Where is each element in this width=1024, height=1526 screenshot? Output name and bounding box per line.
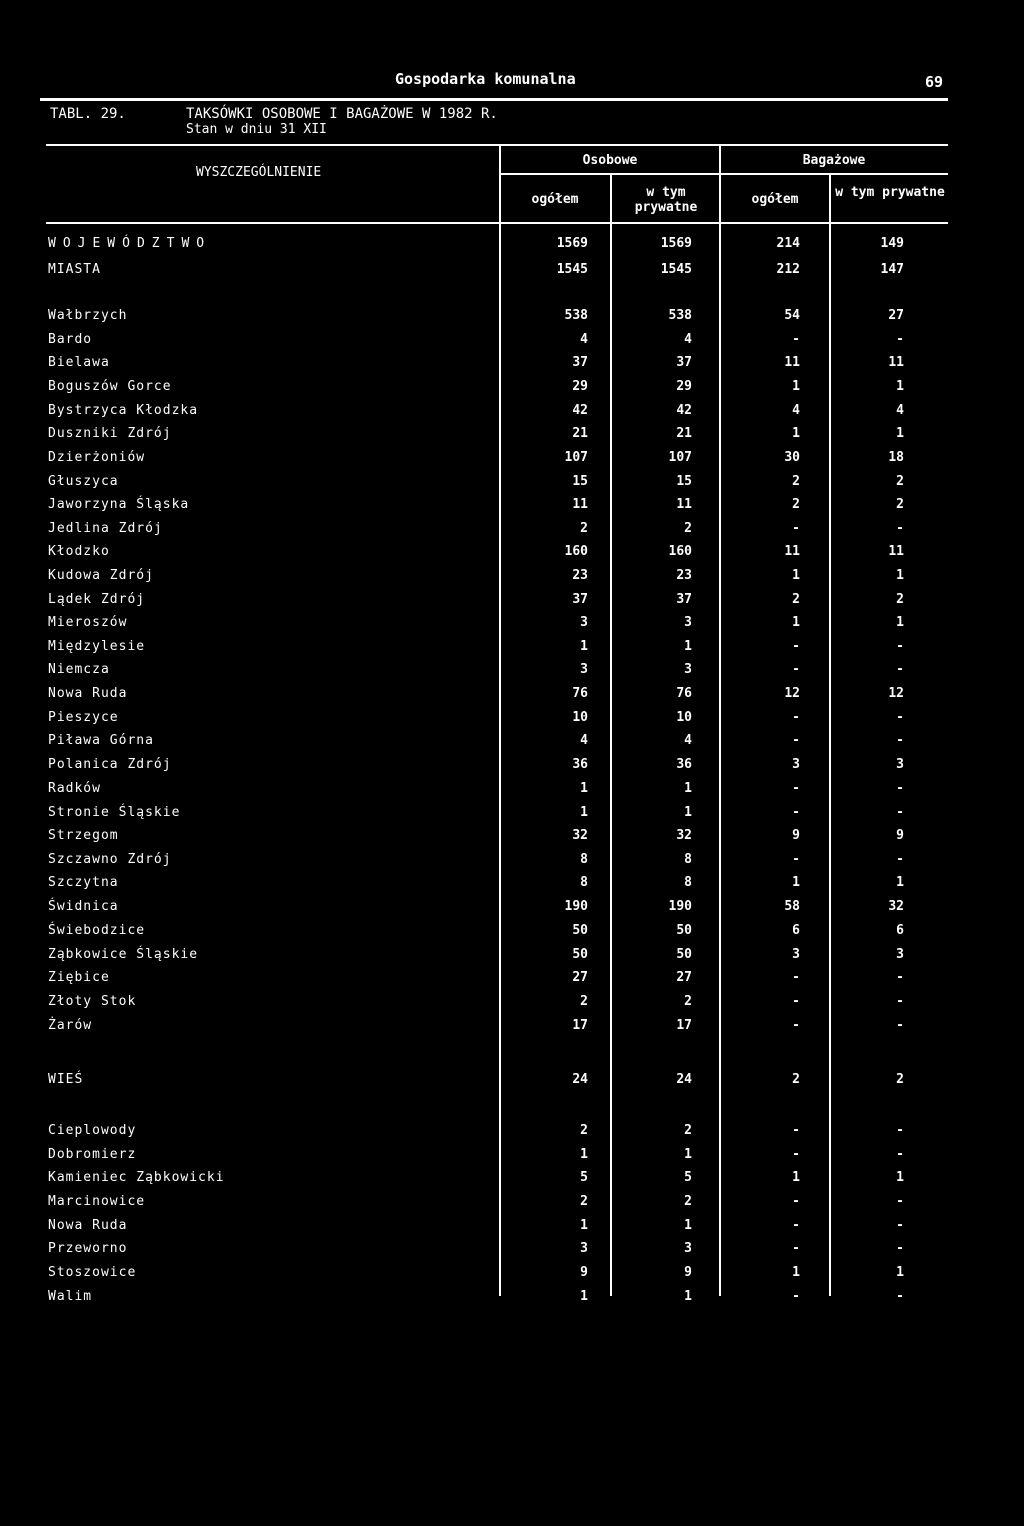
row-value: 11	[784, 544, 800, 559]
row-value: 2	[792, 474, 800, 489]
row-name: Polanica Zdrój	[48, 757, 172, 772]
table-label: TABL. 29.	[50, 106, 126, 122]
row-name: Boguszów Gorce	[48, 379, 172, 394]
row-name: Wałbrzych	[48, 308, 128, 323]
row-value: 160	[668, 544, 692, 559]
row-value: 1	[580, 805, 588, 820]
row-value: -	[896, 805, 904, 820]
row-name: Żarów	[48, 1018, 93, 1033]
row-value: 3	[792, 757, 800, 772]
row-name: Bystrzyca Kłodzka	[48, 403, 199, 418]
table-title: TAKSÓWKI OSOBOWE I BAGAŻOWE W 1982 R.	[186, 106, 498, 122]
row-name: Radków	[48, 781, 101, 796]
row-value: 29	[572, 379, 588, 394]
row-value: 538	[668, 308, 692, 323]
col-prywatne-bagazowe: w tym prywatne	[835, 185, 945, 200]
header-rule-bottom	[46, 222, 948, 224]
row-value: 17	[572, 1018, 588, 1033]
row-value: 1	[684, 1218, 692, 1233]
row-value: 147	[880, 262, 904, 277]
row-value: 1	[580, 1289, 588, 1304]
row-value: 3	[580, 1241, 588, 1256]
row-value: 190	[564, 899, 588, 914]
table-row	[0, 707, 1024, 731]
row-value: -	[896, 994, 904, 1009]
row-value: 76	[676, 686, 692, 701]
row-value: 6	[896, 923, 904, 938]
table-row	[0, 494, 1024, 518]
row-value: 29	[676, 379, 692, 394]
row-value: -	[792, 521, 800, 536]
row-value: 8	[580, 875, 588, 890]
page-header-title: Gospodarka komunalna	[395, 70, 576, 88]
row-name: Jedlina Zdrój	[48, 521, 163, 536]
row-name: Stronie Śląskie	[48, 805, 181, 820]
table-row	[0, 1015, 1024, 1039]
row-name: Kudowa Zdrój	[48, 568, 154, 583]
row-value: 2	[580, 994, 588, 1009]
row-value: 1	[792, 379, 800, 394]
row-name: Strzegom	[48, 828, 119, 843]
row-value: 30	[784, 450, 800, 465]
table-row	[0, 329, 1024, 353]
table-row	[0, 1120, 1024, 1144]
table-row	[0, 1238, 1024, 1262]
row-value: -	[792, 1194, 800, 1209]
table-row	[0, 612, 1024, 636]
row-value: -	[792, 639, 800, 654]
row-value: 5	[580, 1170, 588, 1185]
row-value: 1569	[556, 236, 588, 251]
row-value: 11	[888, 544, 904, 559]
page-number: 69	[925, 73, 944, 91]
row-value: 50	[572, 947, 588, 962]
row-name: Dzierżoniów	[48, 450, 146, 465]
row-value: 23	[572, 568, 588, 583]
row-value: -	[792, 1123, 800, 1138]
table-row	[0, 233, 1024, 257]
table-row	[0, 1215, 1024, 1239]
row-value: 21	[676, 426, 692, 441]
table-row	[0, 400, 1024, 424]
row-value: 15	[676, 474, 692, 489]
row-value: 2	[896, 592, 904, 607]
row-value: -	[896, 521, 904, 536]
table-row	[0, 541, 1024, 565]
group-bagazowe: Bagażowe	[802, 153, 866, 168]
col-prywatne-osobowe: w tym prywatne	[634, 185, 698, 215]
row-value: 18	[888, 450, 904, 465]
row-value: 1	[580, 639, 588, 654]
row-name: Niemcza	[48, 662, 110, 677]
table-row	[0, 872, 1024, 896]
row-value: 1	[896, 379, 904, 394]
row-value: 1	[792, 1170, 800, 1185]
row-name: Nowa Ruda	[48, 1218, 128, 1233]
row-value: -	[792, 1018, 800, 1033]
row-value: -	[792, 852, 800, 867]
row-value: -	[896, 1018, 904, 1033]
row-value: -	[792, 994, 800, 1009]
row-value: -	[792, 710, 800, 725]
row-value: 8	[580, 852, 588, 867]
row-value: -	[896, 1194, 904, 1209]
row-value: 42	[572, 403, 588, 418]
row-value: 2	[684, 1194, 692, 1209]
row-value: 8	[684, 875, 692, 890]
row-value: -	[792, 1147, 800, 1162]
row-value: 11	[888, 355, 904, 370]
table-row	[0, 589, 1024, 613]
row-value: -	[896, 1147, 904, 1162]
row-value: -	[896, 1218, 904, 1233]
row-value: 37	[676, 355, 692, 370]
table-subtitle: Stan w dniu 31 XII	[186, 122, 327, 137]
row-value: 4	[684, 332, 692, 347]
table-row	[0, 565, 1024, 589]
row-value: 4	[896, 403, 904, 418]
row-value: 190	[668, 899, 692, 914]
row-value: 2	[792, 1072, 800, 1087]
row-value: 27	[572, 970, 588, 985]
row-value: -	[896, 332, 904, 347]
row-name: WOJEWÓDZTWO	[48, 236, 212, 251]
row-value: 9	[684, 1265, 692, 1280]
row-name: Szczytna	[48, 875, 119, 890]
row-value: -	[792, 805, 800, 820]
row-value: 50	[572, 923, 588, 938]
row-value: 9	[896, 828, 904, 843]
table-row	[0, 683, 1024, 707]
row-value: 2	[792, 497, 800, 512]
row-value: 1545	[556, 262, 588, 277]
row-value: 4	[684, 733, 692, 748]
row-name: Bardo	[48, 332, 93, 347]
row-value: 54	[784, 308, 800, 323]
table-row	[0, 518, 1024, 542]
header-rule-mid	[500, 173, 948, 175]
row-value: 1	[580, 781, 588, 796]
row-value: 1	[792, 1265, 800, 1280]
row-value: -	[896, 733, 904, 748]
row-name: Cieplowody	[48, 1123, 137, 1138]
row-value: 1	[896, 875, 904, 890]
table-row	[0, 659, 1024, 683]
row-value: 32	[888, 899, 904, 914]
row-value: 3	[580, 662, 588, 677]
row-value: -	[896, 970, 904, 985]
table-row	[0, 991, 1024, 1015]
row-value: 214	[776, 236, 800, 251]
row-value: 107	[668, 450, 692, 465]
row-value: -	[896, 852, 904, 867]
table-row	[0, 802, 1024, 826]
row-value: 4	[580, 332, 588, 347]
table-row	[0, 1069, 1024, 1093]
table-row	[0, 1191, 1024, 1215]
row-value: 2	[896, 1072, 904, 1087]
row-value: -	[792, 1289, 800, 1304]
row-value: 15	[572, 474, 588, 489]
row-value: 212	[776, 262, 800, 277]
row-name: Piława Górna	[48, 733, 154, 748]
row-name: Marcinowice	[48, 1194, 146, 1209]
row-value: 11	[784, 355, 800, 370]
row-value: 1	[792, 426, 800, 441]
row-value: 42	[676, 403, 692, 418]
row-name: Dobromierz	[48, 1147, 137, 1162]
row-name: Szczawno Zdrój	[48, 852, 172, 867]
row-value: 1	[684, 1147, 692, 1162]
table-row	[0, 944, 1024, 968]
table-row	[0, 778, 1024, 802]
row-name: Stoszowice	[48, 1265, 137, 1280]
row-name: Jaworzyna Śląska	[48, 497, 190, 512]
row-value: 58	[784, 899, 800, 914]
row-value: 2	[792, 592, 800, 607]
header-rule-top	[46, 144, 948, 146]
row-value: -	[792, 970, 800, 985]
row-value: 3	[684, 662, 692, 677]
row-value: 2	[580, 521, 588, 536]
row-value: 2	[580, 1123, 588, 1138]
row-value: 3	[792, 947, 800, 962]
row-name: Świdnica	[48, 899, 119, 914]
row-value: 32	[676, 828, 692, 843]
table-row	[0, 1286, 1024, 1310]
row-value: 1	[792, 875, 800, 890]
row-value: 1	[580, 1147, 588, 1162]
row-value: 37	[572, 355, 588, 370]
group-osobowe: Osobowe	[582, 153, 638, 168]
row-value: -	[896, 639, 904, 654]
row-name: Bielawa	[48, 355, 110, 370]
row-name: MIASTA	[48, 262, 101, 277]
row-value: 3	[580, 615, 588, 630]
table-row	[0, 305, 1024, 329]
table-row	[0, 896, 1024, 920]
row-value: 1	[896, 568, 904, 583]
table-row	[0, 825, 1024, 849]
table-row	[0, 376, 1024, 400]
row-value: -	[792, 332, 800, 347]
row-value: 32	[572, 828, 588, 843]
table-row	[0, 1167, 1024, 1191]
row-value: 10	[676, 710, 692, 725]
table-row	[0, 423, 1024, 447]
row-value: -	[896, 781, 904, 796]
row-value: -	[792, 733, 800, 748]
row-value: 3	[684, 615, 692, 630]
row-value: 2	[684, 994, 692, 1009]
row-value: 6	[792, 923, 800, 938]
row-name: Duszniki Zdrój	[48, 426, 172, 441]
table-row	[0, 849, 1024, 873]
row-value: 10	[572, 710, 588, 725]
row-value: 12	[784, 686, 800, 701]
row-value: 1	[792, 615, 800, 630]
row-value: 17	[676, 1018, 692, 1033]
row-name: Nowa Ruda	[48, 686, 128, 701]
row-value: 2	[684, 521, 692, 536]
row-value: 36	[676, 757, 692, 772]
row-name: Mieroszów	[48, 615, 128, 630]
row-name: Międzylesie	[48, 639, 146, 654]
row-value: 1	[580, 1218, 588, 1233]
row-value: 1	[896, 615, 904, 630]
col-ogolem-osobowe: ogółem	[531, 192, 579, 207]
row-value: -	[896, 1123, 904, 1138]
table-row	[0, 471, 1024, 495]
row-value: 1569	[660, 236, 692, 251]
col-ogolem-bagazowe: ogółem	[751, 192, 799, 207]
row-value: 27	[676, 970, 692, 985]
row-value: 11	[676, 497, 692, 512]
top-rule	[40, 98, 948, 101]
row-name: Przeworno	[48, 1241, 128, 1256]
row-value: 12	[888, 686, 904, 701]
row-value: 1	[896, 1170, 904, 1185]
row-value: 1	[684, 781, 692, 796]
row-value: 4	[792, 403, 800, 418]
row-value: 1545	[660, 262, 692, 277]
row-value: 5	[684, 1170, 692, 1185]
row-name: Walim	[48, 1289, 93, 1304]
row-value: 2	[580, 1194, 588, 1209]
table-row	[0, 754, 1024, 778]
row-name: Złoty Stok	[48, 994, 137, 1009]
table-row	[0, 352, 1024, 376]
row-value: 160	[564, 544, 588, 559]
row-value: 3	[896, 947, 904, 962]
row-value: -	[896, 1289, 904, 1304]
row-value: 1	[684, 1289, 692, 1304]
row-value: 50	[676, 923, 692, 938]
row-value: 21	[572, 426, 588, 441]
table-row	[0, 730, 1024, 754]
row-name: Ziębice	[48, 970, 110, 985]
row-value: 76	[572, 686, 588, 701]
row-name: Głuszyca	[48, 474, 119, 489]
row-name: Ząbkowice Śląskie	[48, 947, 199, 962]
table-row	[0, 1144, 1024, 1168]
row-value: 37	[572, 592, 588, 607]
table-row	[0, 967, 1024, 991]
row-value: 50	[676, 947, 692, 962]
row-value: 9	[580, 1265, 588, 1280]
row-name: Kamieniec Ząbkowicki	[48, 1170, 225, 1185]
row-value: 1	[684, 805, 692, 820]
row-value: 4	[580, 733, 588, 748]
table-row	[0, 920, 1024, 944]
table-row	[0, 447, 1024, 471]
row-value: 9	[792, 828, 800, 843]
row-value: 23	[676, 568, 692, 583]
row-value: 2	[896, 474, 904, 489]
row-value: -	[896, 662, 904, 677]
row-value: 1	[792, 568, 800, 583]
table-row	[0, 636, 1024, 660]
row-value: 36	[572, 757, 588, 772]
spec-header: WYSZCZEGÓLNIENIE	[196, 165, 322, 180]
row-value: 538	[564, 308, 588, 323]
row-value: 8	[684, 852, 692, 867]
table-row	[0, 259, 1024, 283]
row-value: 11	[572, 497, 588, 512]
row-value: -	[896, 1241, 904, 1256]
row-value: 2	[896, 497, 904, 512]
row-value: 2	[684, 1123, 692, 1138]
row-name: WIEŚ	[48, 1072, 84, 1087]
row-value: 1	[896, 426, 904, 441]
row-name: Świebodzice	[48, 923, 146, 938]
row-name: Lądek Zdrój	[48, 592, 146, 607]
row-value: 107	[564, 450, 588, 465]
row-value: -	[792, 1241, 800, 1256]
row-value: 27	[888, 308, 904, 323]
table-row	[0, 1262, 1024, 1286]
row-value: 149	[880, 236, 904, 251]
row-name: Pieszyce	[48, 710, 119, 725]
row-name: Kłodzko	[48, 544, 110, 559]
row-value: 37	[676, 592, 692, 607]
row-value: 24	[572, 1072, 588, 1087]
row-value: 3	[684, 1241, 692, 1256]
row-value: -	[792, 781, 800, 796]
row-value: -	[792, 1218, 800, 1233]
row-value: 3	[896, 757, 904, 772]
row-value: 1	[684, 639, 692, 654]
row-value: 1	[896, 1265, 904, 1280]
row-value: -	[792, 662, 800, 677]
row-value: 24	[676, 1072, 692, 1087]
row-value: -	[896, 710, 904, 725]
